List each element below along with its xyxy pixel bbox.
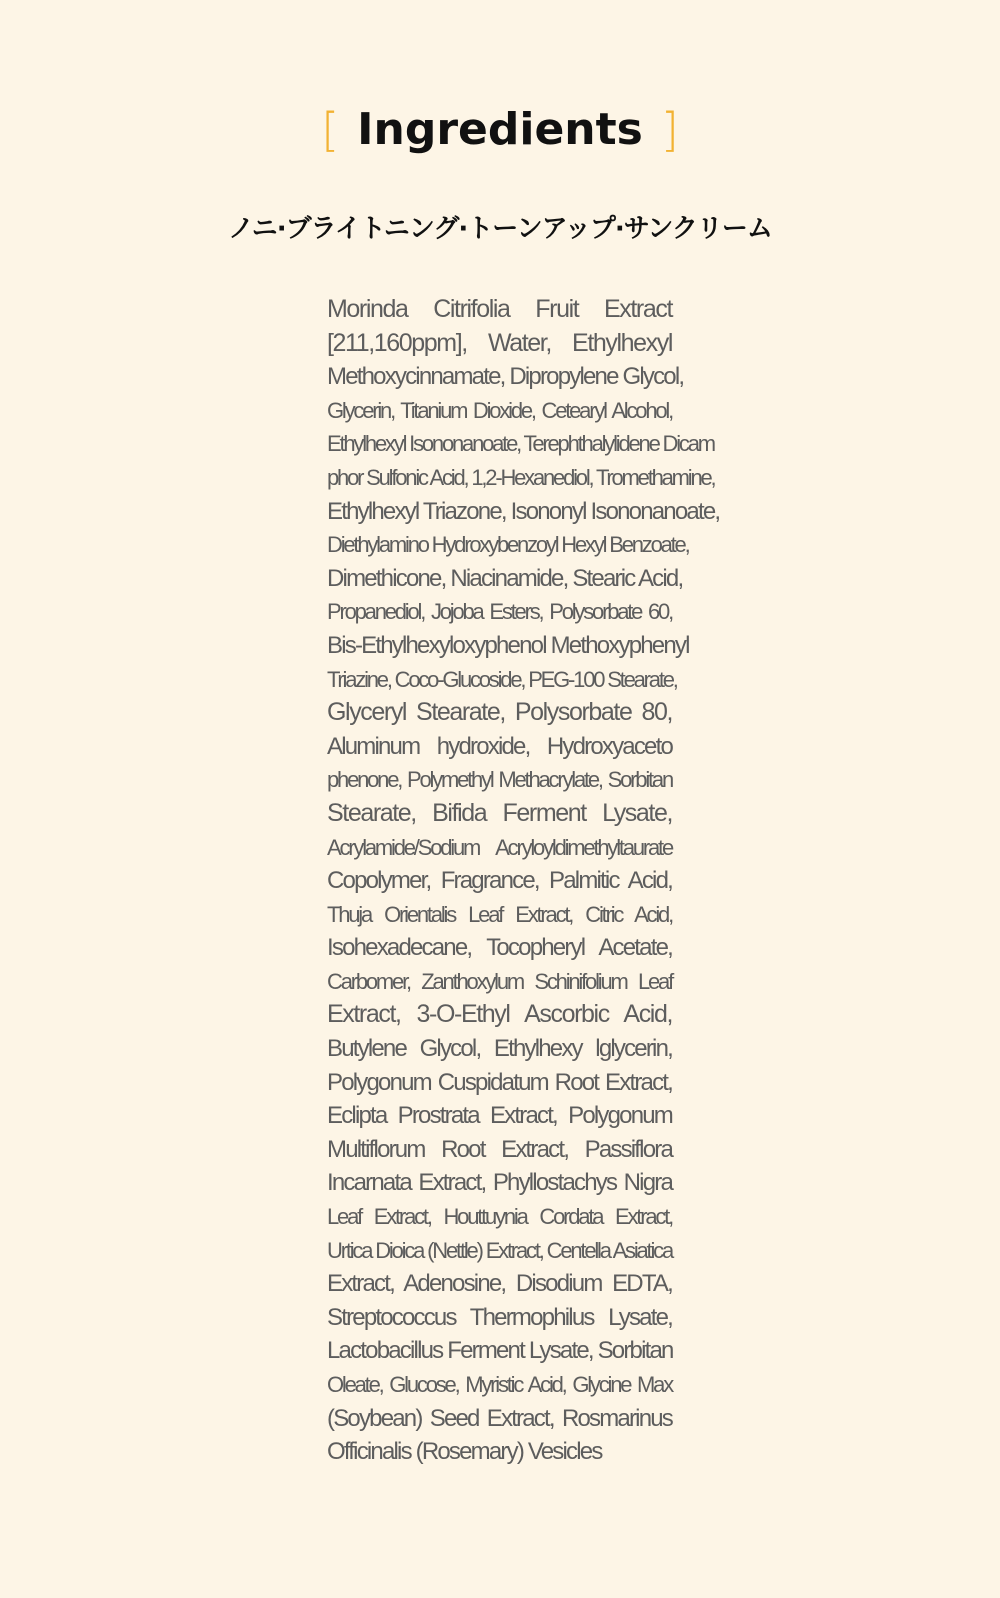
ingredient-line: Morinda Citrifolia Fruit Extract (327, 295, 672, 323)
ingredient-line: Lactobacillus Ferment Lysate, Sorbitan (327, 1337, 673, 1365)
section-title: Ingredients (357, 104, 643, 155)
ingredient-line: Glycerin, Titanium Dioxide, Cetearyl Alcohol, (327, 397, 672, 423)
ingredient-line: Eclipta Prostrata Extract, Polygonum (327, 1102, 672, 1130)
ingredient-line: Carbomer, Zanthoxylum Schinifolium Leaf (327, 968, 672, 994)
ingredient-line: Thuja Orientalis Leaf Extract, Citric Acid, (327, 901, 672, 927)
right-bracket: ] (660, 103, 679, 157)
ingredient-line: [211,160ppm], Water, Ethylhexyl (327, 328, 672, 357)
ingredient-line: Ethylhexyl Isononanoate, Terephthalylidene Dicam (327, 431, 714, 457)
ingredient-line: Ethylhexyl Triazone, Isononyl Isononanoate, (327, 497, 720, 525)
ingredient-line: Urtica Dioica (Nettle) Extract, Centella Asiatica (327, 1237, 672, 1263)
ingredient-line: Butylene Glycol, Ethylhexy lglycerin, (327, 1035, 672, 1063)
ingredient-line: Diethylamino Hydroxybenzoyl Hexyl Benzoate, (327, 532, 689, 558)
ingredient-line: (Soybean) Seed Extract, Rosmarinus (327, 1404, 672, 1432)
ingredient-line: Oleate, Glucose, Myristic Acid, Glycine Max (327, 1372, 672, 1397)
ingredient-line: phor Sulfonic Acid, 1,2-Hexanediol, Tromethamine, (327, 464, 715, 490)
ingredient-line: Propanediol, Jojoba Esters, Polysorbate 60, (327, 599, 672, 625)
ingredient-line: Copolymer, Fragrance, Palmitic Acid, (327, 867, 672, 895)
ingredient-line: Dimethicone, Niacinamide, Stearic Acid, (327, 564, 683, 592)
ingredient-line: Polygonum Cuspidatum Root Extract, (327, 1068, 672, 1096)
ingredient-line: Extract, Adenosine, Disodium EDTA, (327, 1270, 672, 1298)
title-row (321, 100, 679, 160)
ingredient-line: Bis-Ethylhexyloxyphenol Methoxyphenyl (327, 631, 689, 659)
ingredient-line: Aluminum hydroxide, Hydroxyaceto (327, 732, 672, 760)
ingredient-line: Leaf Extract, Houttuynia Cordata Extract, (327, 1204, 672, 1230)
ingredient-line: Incarnata Extract, Phyllostachys Nigra (327, 1169, 672, 1197)
ingredient-line: Isohexadecane, Tocopheryl Acetate, (327, 934, 672, 962)
ingredients-list (327, 293, 720, 1469)
ingredient-line: Officinalis (Rosemary) Vesicles (327, 1438, 602, 1466)
ingredient-line: Streptococcus Thermophilus Lysate, (327, 1303, 672, 1331)
ingredient-line: Stearate, Bifida Ferment Lysate, (327, 798, 672, 827)
ingredient-line: Methoxycinnamate, Dipropylene Glycol, (327, 363, 684, 391)
ingredient-line: Multiflorum Root Extract, Passiflora (327, 1135, 672, 1163)
left-bracket: [ (321, 103, 340, 157)
ingredient-line: Acrylamide/Sodium Acryloyldimethyltaurate (327, 834, 672, 860)
section-header (0, 100, 1000, 160)
ingredient-line: Triazine, Coco-Glucoside, PEG-100 Stearate, (327, 666, 677, 692)
ingredient-line: phenone, Polymethyl Methacrylate, Sorbitan (327, 767, 672, 793)
product-name: ノニ·ブライトニング·トーンアップ·サンクリーム (228, 214, 772, 244)
ingredient-line: Extract, 3-O-Ethyl Ascorbic Acid, (327, 1000, 672, 1029)
ingredient-line: Glyceryl Stearate, Polysorbate 80, (327, 698, 672, 727)
